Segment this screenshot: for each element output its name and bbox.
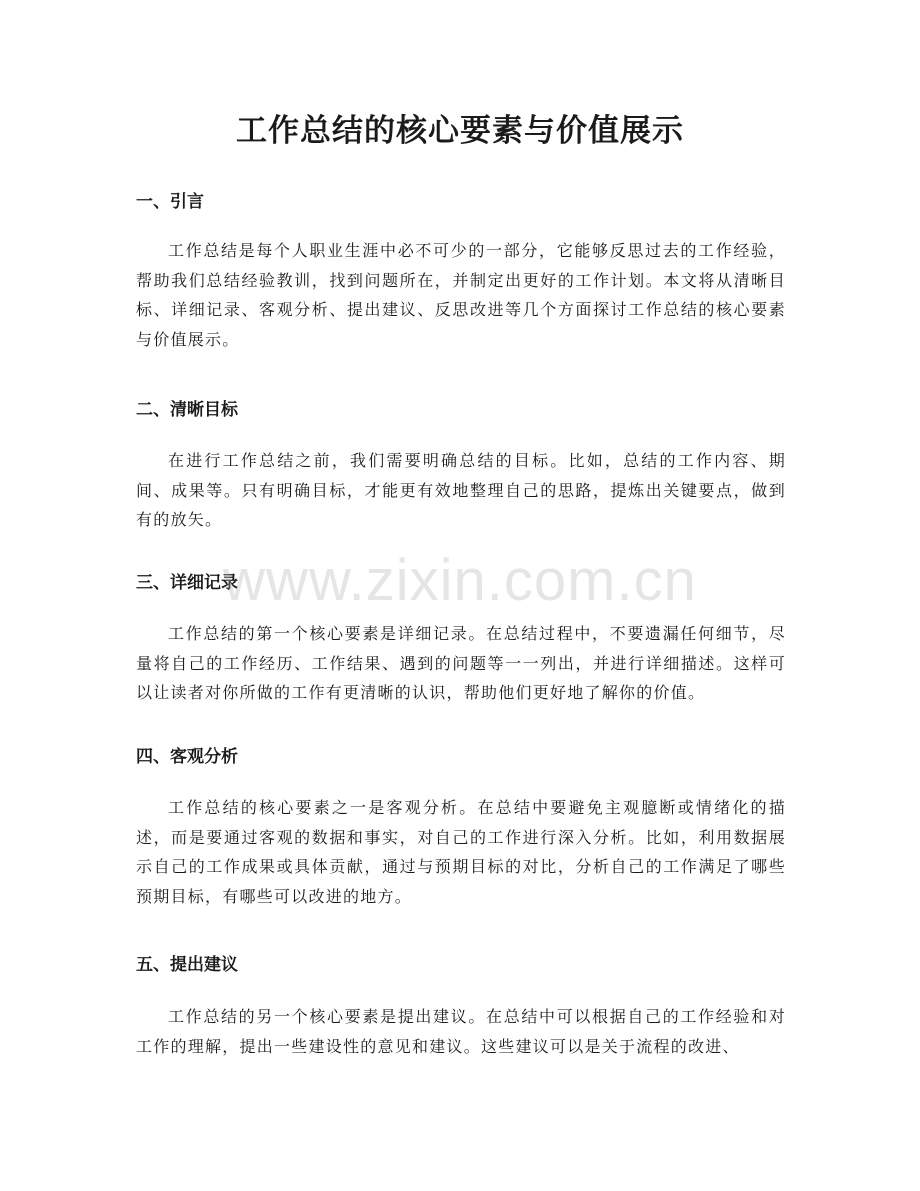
page-title: 工作总结的核心要素与价值展示 (236, 113, 684, 149)
watermark-text: www.zixin.com.cn (223, 548, 697, 613)
section-heading-clear-goals: 二、清晰目标 (136, 400, 238, 420)
paragraph-objective-analysis: 工作总结的核心要素之一是客观分析。在总结中要避免主观臆断或情绪化的描述，而是要通过客观的数据和事实，对自己的工作进行深入分析。比如，利用数据展示自己的工作成果或具体贡献，通过与预期目标的对比，分析自己的工作满足了哪些预期目标，有哪些可以改进的地方。 (136, 798, 786, 906)
section-heading-introduction: 一、引言 (136, 192, 204, 212)
paragraph-detailed-records: 工作总结的第一个核心要素是详细记录。在总结过程中，不要遗漏任何细节，尽量将自己的工作经历、工作结果、遇到的问题等一一列出，并进行详细描述。这样可以让读者对你所做的工作有更清晰的认识，帮助他们更好地了解你的价值。 (136, 624, 786, 702)
section-heading-detailed-records: 三、详细记录 (136, 573, 238, 593)
section-heading-suggestions: 五、提出建议 (136, 955, 238, 975)
paragraph-clear-goals: 在进行工作总结之前，我们需要明确总结的目标。比如，总结的工作内容、期间、成果等。只有明确目标，才能更有效地整理自己的思路，提炼出关键要点，做到有的放矢。 (136, 451, 786, 529)
paragraph-suggestions: 工作总结的另一个核心要素是提出建议。在总结中可以根据自己的工作经验和对工作的理解，提出一些建设性的意见和建议。这些建议可以是关于流程的改进、 (136, 1007, 786, 1056)
section-heading-objective-analysis: 四、客观分析 (136, 747, 238, 767)
paragraph-introduction: 工作总结是每个人职业生涯中必不可少的一部分，它能够反思过去的工作经验，帮助我们总结经验教训，找到问题所在，并制定出更好的工作计划。本文将从清晰目标、详细记录、客观分析、提出建议、反思改进等几个方面探讨工作总结的核心要素与价值展示。 (136, 241, 786, 349)
